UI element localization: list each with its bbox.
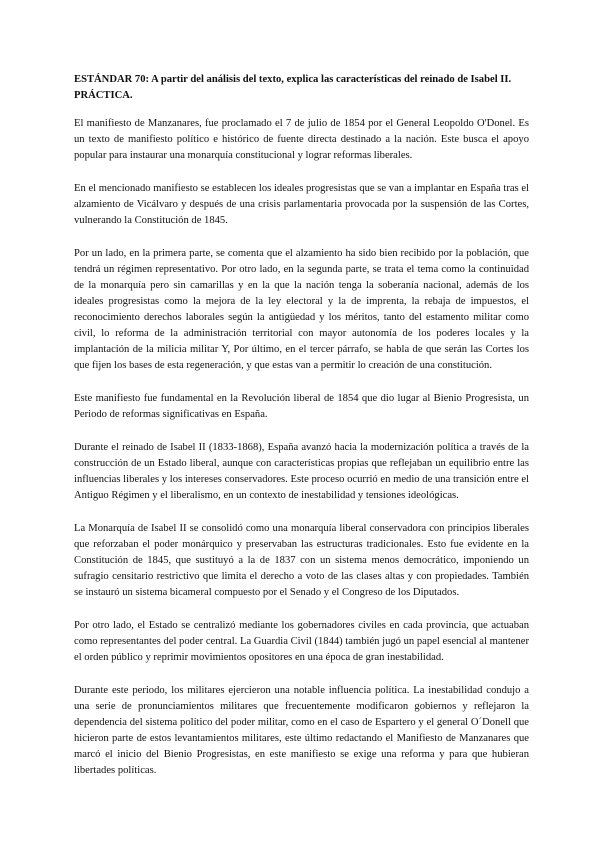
document-heading: ESTÁNDAR 70: A partir del análisis del texto, explica las características del reinado de Isabel II. PRÁCTICA. — [74, 74, 512, 101]
paragraph-centralization: Por otro lado, el Estado se centralizó mediante los gobernadores civiles en cada provincia, que actuaban como representantes del poder central. La Guardia Civil (1844) también jugó un papel esencial al mantener el orden público y reprimir movimientos opositores en una época de gran inestabilidad. — [74, 620, 529, 663]
paragraph-reign-overview: Durante el reinado de Isabel II (1833-1868), España avanzó hacia la modernización política a través de la construcción de un Estado liberal, aunque con características propias que reflejaban un equilibrio entre las influencias liberales y los intereses conservadores. Este proceso ocurrió en medio de una transición entre el Antiguo Régimen y el liberalismo, en un contexto de inestabilidad y tensiones ideológicas. — [74, 442, 529, 501]
paragraph-monarchy: La Monarquía de Isabel II se consolidó como una monarquía liberal conservadora con principios liberales que reforzaban el poder monárquico y preservaban las estructuras tradicionales. Esto fue evidente en la Constitución de 1845, que sustituyó a la de 1837 con un sistema menos democrático, imponiendo un sufragio censitario restrictivo que limita el derecho a voto de las clases altas y con propiedades. También se instauró un sistema bicameral compuesto por el Senado y el Congreso de los Diputados. — [74, 523, 529, 598]
paragraph-bienio: Este manifiesto fue fundamental en la Revolución liberal de 1854 que dio lugar al Bienio Progresista, un Periodo de reformas significativas en España. — [74, 393, 529, 420]
paragraph-manifesto-parts: Por un lado, en la primera parte, se comenta que el alzamiento ha sido bien recibido por la población, que tendrá un régimen representativo. Por otro lado, en la segunda parte, se trata el tema como la continuidad de la monarquía pero sin camarillas y en la que la nación tenga la soberanía nacional, además de los ideales progresistas como la mejora de la ley electoral y la de imprenta, la rebaja de impuestos, el reconocimiento derechos laborales según la antigüedad y los méritos, tanto del estamento militar como civil, lo reforma de la administración territorial con mayor autonomía de los poderes locales y la implantación de la milicia militar Y, Por último, en el tercer párrafo, se habla de que serán las Cortes los que fijen los bases de esta regeneración, y que estas van a permitir lo creación de una constitución. — [74, 248, 529, 371]
paragraph-manifesto-intro: El manifiesto de Manzanares, fue proclamado el 7 de julio de 1854 por el General Leopoldo O'Donel. Es un texto de manifiesto político e histórico de fuente directa destinado a la nación. Este busca el apoyo popular para instaurar una monarquía constitucional y lograr reformas liberales. — [74, 118, 529, 161]
paragraph-progressive-ideals: En el mencionado manifiesto se establecen los ideales progresistas que se van a implantar en España tras el alzamiento de Vicálvaro y después de una crisis parlamentaria provocada por la suspensión de las Cortes, vulnerando la Constitución de 1845. — [74, 183, 529, 226]
document-page — [74, 72, 529, 796]
paragraph-military: Durante este periodo, los militares ejercieron una notable influencia política. La inestabilidad condujo a una serie de pronunciamientos militares que frecuentemente modificaron gobiernos y reflejaron la dependencia del sistema político del poder militar, como en el caso de Espartero y el general O´Donell que hicieron parte de estos levantamientos militares, este último redactando el Manifiesto de Manzanares que marcó el inicio del Bienio Progresistas, en este manifiesto se exige una reforma y para que hubieran libertades políticas. — [74, 685, 529, 776]
